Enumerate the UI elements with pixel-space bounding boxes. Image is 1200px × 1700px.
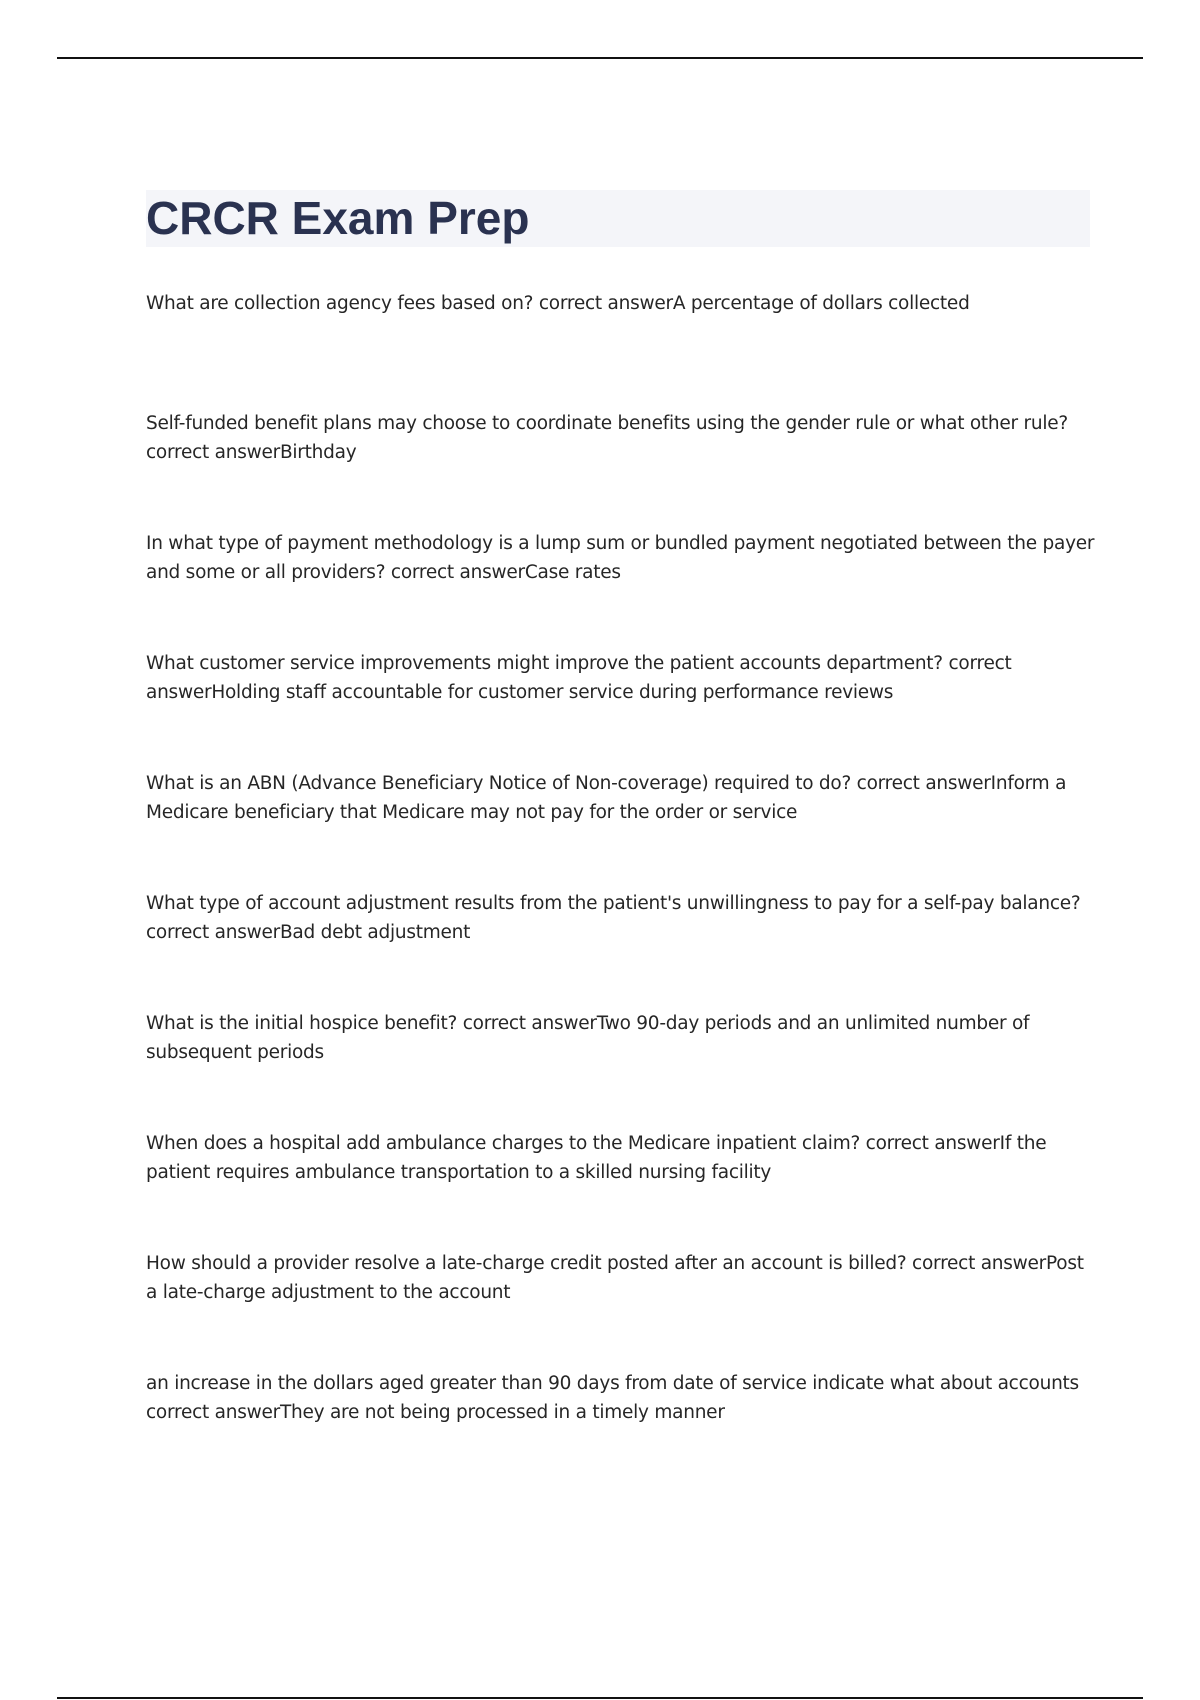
qa-item: What is the initial hospice benefit? correct answerTwo 90-day periods and an unlimited number of subsequent periods — [146, 1013, 1030, 1063]
header-rule — [57, 57, 1143, 59]
qa-item: In what type of payment methodology is a lump sum or bundled payment negotiated between the payer and some or all providers? correct answerCase rates — [146, 533, 1095, 583]
footer-rule — [57, 1697, 1143, 1699]
qa-item: an increase in the dollars aged greater than 90 days from date of service indicate what about accounts correct answerThey are not being processed in a timely manner — [146, 1373, 1079, 1423]
page-title: CRCR Exam Prep — [146, 192, 530, 244]
qa-item: When does a hospital add ambulance charges to the Medicare inpatient claim? correct answerIf the patient requires ambulance transportation to a skilled nursing facility — [146, 1133, 1047, 1183]
qa-item: How should a provider resolve a late-charge credit posted after an account is billed? correct answerPost a late-charge adjustment to the account — [146, 1253, 1084, 1303]
qa-item: Self-funded benefit plans may choose to coordinate benefits using the gender rule or what other rule? correct answerBirthday — [146, 413, 1068, 463]
qa-item: What type of account adjustment results from the patient's unwillingness to pay for a self-pay balance? correct answerBad debt adjustment — [146, 893, 1081, 943]
qa-item: What is an ABN (Advance Beneficiary Notice of Non-coverage) required to do? correct answerInform a Medicare beneficiary that Medicare may not pay for the order or service — [146, 773, 1067, 823]
qa-list — [146, 289, 1096, 1489]
qa-item: What customer service improvements might improve the patient accounts department? correct answerHolding staff accountable for customer service during performance reviews — [146, 653, 1012, 703]
qa-item: What are collection agency fees based on? correct answerA percentage of dollars collected — [146, 293, 970, 314]
